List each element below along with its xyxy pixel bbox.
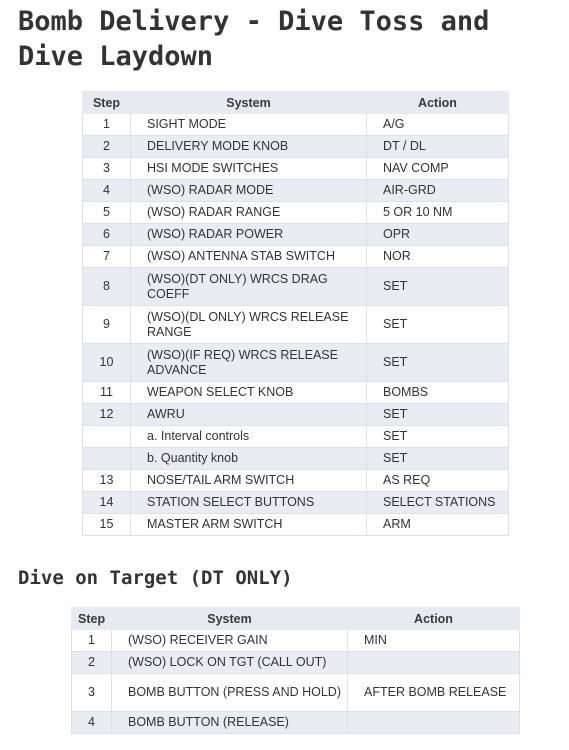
system-cell: BOMB BUTTON (PRESS AND HOLD) — [112, 674, 348, 712]
system-cell: (WSO) ANTENNA STAB SWITCH — [131, 246, 367, 268]
table-row — [83, 136, 509, 158]
table-row — [83, 114, 509, 136]
system-cell: (WSO)(DT ONLY) WRCS DRAG COEFF — [131, 268, 367, 306]
table-header-row — [72, 608, 520, 630]
step-cell: 2 — [83, 136, 131, 158]
table-row — [83, 202, 509, 224]
action-cell: SET — [367, 448, 509, 470]
step-cell: 2 — [72, 652, 112, 674]
step-cell — [83, 426, 131, 448]
table-row — [83, 426, 509, 448]
system-cell: AWRU — [131, 404, 367, 426]
table-row — [83, 492, 509, 514]
table-row — [83, 448, 509, 470]
system-cell: (WSO) LOCK ON TGT (CALL OUT) — [112, 652, 348, 674]
system-cell: MASTER ARM SWITCH — [131, 514, 367, 536]
table-row — [83, 158, 509, 180]
table-row — [83, 404, 509, 426]
system-cell: HSI MODE SWITCHES — [131, 158, 367, 180]
table-row — [72, 712, 520, 734]
action-cell: DT / DL — [367, 136, 509, 158]
table-row — [83, 382, 509, 404]
system-cell: (WSO) RADAR POWER — [131, 224, 367, 246]
step-cell: 15 — [83, 514, 131, 536]
system-cell: (WSO) RECEIVER GAIN — [112, 630, 348, 652]
step-cell: 9 — [83, 306, 131, 344]
table-row — [83, 246, 509, 268]
dive-on-target-table — [71, 607, 520, 734]
column-header-system: System — [112, 608, 348, 630]
table-row — [83, 470, 509, 492]
table-row — [83, 180, 509, 202]
system-cell: b. Quantity knob — [131, 448, 367, 470]
step-cell: 11 — [83, 382, 131, 404]
system-cell: (WSO) RADAR RANGE — [131, 202, 367, 224]
system-cell: SIGHT MODE — [131, 114, 367, 136]
action-cell: AFTER BOMB RELEASE — [348, 674, 520, 712]
section-heading-dive-on-target: Dive on Target (DT ONLY) — [18, 567, 293, 589]
step-cell: 1 — [83, 114, 131, 136]
table-row — [83, 344, 509, 382]
step-cell: 7 — [83, 246, 131, 268]
action-cell: NOR — [367, 246, 509, 268]
system-cell: WEAPON SELECT KNOB — [131, 382, 367, 404]
step-cell: 10 — [83, 344, 131, 382]
action-cell: SELECT STATIONS — [367, 492, 509, 514]
step-cell: 4 — [83, 180, 131, 202]
column-header-action: Action — [367, 92, 509, 114]
step-cell: 6 — [83, 224, 131, 246]
step-cell: 3 — [72, 674, 112, 712]
action-cell: SET — [367, 404, 509, 426]
action-cell: SET — [367, 268, 509, 306]
table-row — [72, 674, 520, 712]
table-header-row — [83, 92, 509, 114]
table-row — [83, 514, 509, 536]
delivery-checklist-table — [82, 91, 509, 536]
step-cell: 12 — [83, 404, 131, 426]
table-row — [83, 224, 509, 246]
action-cell: SET — [367, 426, 509, 448]
action-cell: NAV COMP — [367, 158, 509, 180]
action-cell — [348, 712, 520, 734]
action-cell: SET — [367, 344, 509, 382]
column-header-system: System — [131, 92, 367, 114]
step-cell: 13 — [83, 470, 131, 492]
system-cell: (WSO)(IF REQ) WRCS RELEASE ADVANCE — [131, 344, 367, 382]
system-cell: STATION SELECT BUTTONS — [131, 492, 367, 514]
action-cell: BOMBS — [367, 382, 509, 404]
system-cell: BOMB BUTTON (RELEASE) — [112, 712, 348, 734]
column-header-step: Step — [72, 608, 112, 630]
system-cell: DELIVERY MODE KNOB — [131, 136, 367, 158]
system-cell: (WSO) RADAR MODE — [131, 180, 367, 202]
step-cell: 1 — [72, 630, 112, 652]
system-cell: a. Interval controls — [131, 426, 367, 448]
action-cell — [348, 652, 520, 674]
action-cell: SET — [367, 306, 509, 344]
action-cell: ARM — [367, 514, 509, 536]
action-cell: A/G — [367, 114, 509, 136]
column-header-step: Step — [83, 92, 131, 114]
step-cell: 8 — [83, 268, 131, 306]
table-row — [83, 268, 509, 306]
step-cell: 5 — [83, 202, 131, 224]
page-title: Bomb Delivery - Dive Toss and Dive Laydown — [18, 6, 490, 72]
action-cell: AS REQ — [367, 470, 509, 492]
action-cell: 5 OR 10 NM — [367, 202, 509, 224]
action-cell: OPR — [367, 224, 509, 246]
system-cell: NOSE/TAIL ARM SWITCH — [131, 470, 367, 492]
action-cell: MIN — [348, 630, 520, 652]
column-header-action: Action — [348, 608, 520, 630]
step-cell: 3 — [83, 158, 131, 180]
step-cell — [83, 448, 131, 470]
table-row — [83, 306, 509, 344]
table-row — [72, 630, 520, 652]
step-cell: 14 — [83, 492, 131, 514]
system-cell: (WSO)(DL ONLY) WRCS RELEASE RANGE — [131, 306, 367, 344]
table-row — [72, 652, 520, 674]
step-cell: 4 — [72, 712, 112, 734]
action-cell: AIR-GRD — [367, 180, 509, 202]
